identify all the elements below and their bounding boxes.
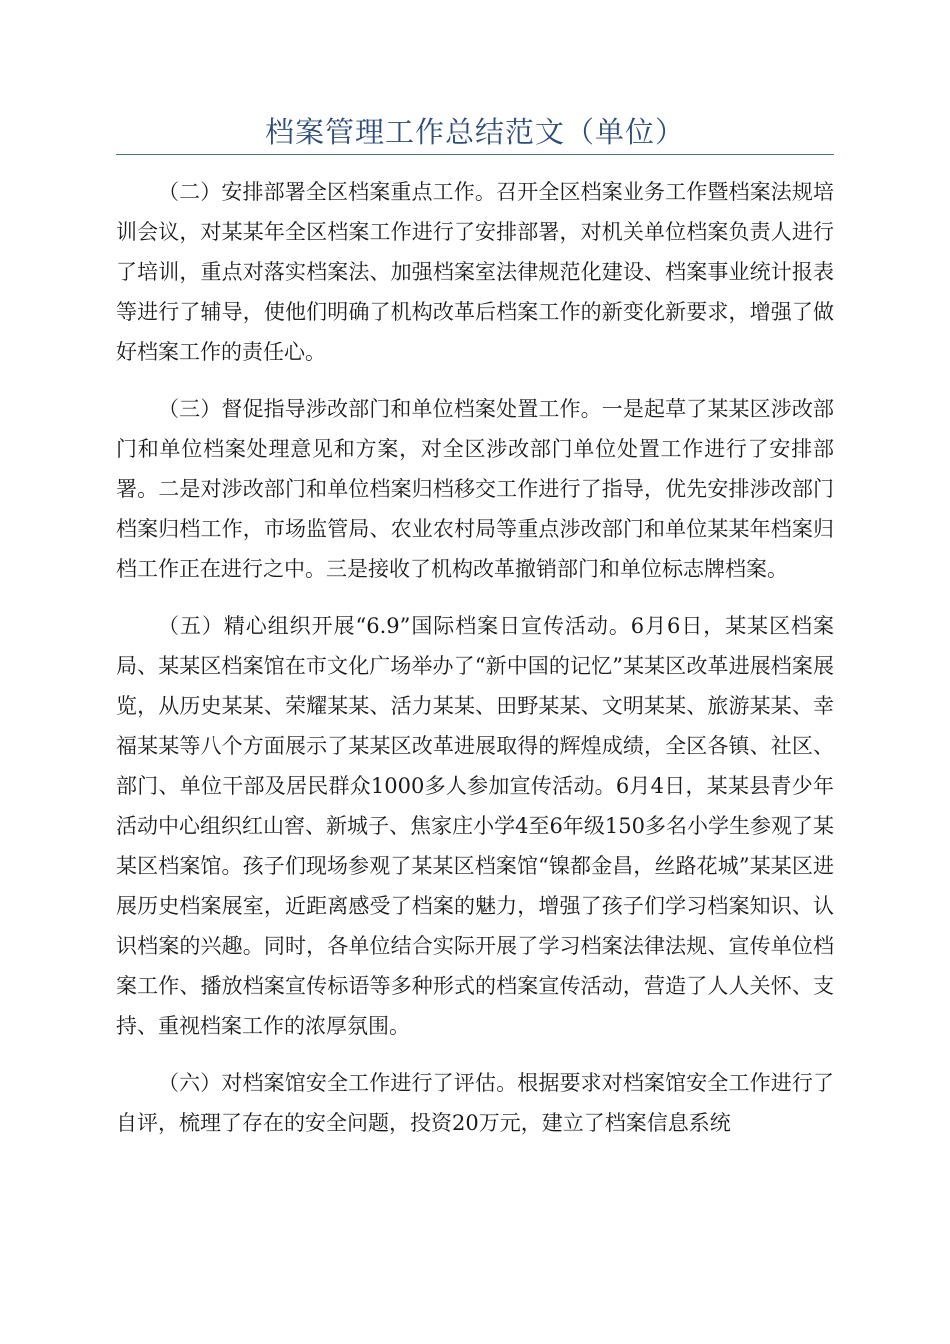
- paragraph-section-5: （五）精心组织开展“6.9”国际档案日宣传活动。6月6日，某某区档案局、某某区档案馆在市文化广场举办了“新中国的记忆”某某区改革进展档案展览，从历史某某、荣耀某某、活力某某、田野某某、文明某某、旅游某某、幸福某某等八个方面展示了某某区改革进展取得的辉煌成绩，全区各镇、社区、部门、单位干部及居民群众1000多人参加宣传活动。6月4日，某某县青少年活动中心组织红山窖、新城子、焦家庄小学4至6年级150多名小学生参观了某某区档案馆。孩子们现场参观了某某区档案馆“镍都金昌，丝路花城”某某区进展历史档案展室，近距离感受了档案的魅力，增强了孩子们学习档案知识、认识档案的兴趣。同时，各单位结合实际开展了学习档案法律法规、宣传单位档案工作、播放档案宣传标语等多种形式的档案宣传活动，营造了人人关怀、支持、重视档案工作的浓厚氛围。: [116, 614, 834, 1038]
- paragraph-section-3: （三）督促指导涉改部门和单位档案处置工作。一是起草了某某区涉改部门和单位档案处理意见和方案，对全区涉改部门单位处置工作进行了安排部署。二是对涉改部门和单位档案归档移交工作进行了指导，优先安排涉改部门档案归档工作，市场监管局、农业农村局等重点涉改部门和单位某某年档案归档工作正在进行之中。三是接收了机构改革撤销部门和单位标志牌档案。: [116, 397, 834, 581]
- paragraph-section-2: （二）安排部署全区档案重点工作。召开全区档案业务工作暨档案法规培训会议，对某某年全区档案工作进行了安排部署，对机关单位档案负责人进行了培训，重点对落实档案法、加强档案室法律规范化建设、档案事业统计报表等进行了辅导，使他们明确了机构改革后档案工作的新变化新要求，增强了做好档案工作的责任心。: [116, 180, 834, 364]
- document-title: 档案管理工作总结范文（单位）: [264, 115, 685, 149]
- title-underline: [116, 154, 834, 155]
- document-body: [116, 172, 834, 1160]
- paragraph-section-6: （六）对档案馆安全工作进行了评估。根据要求对档案馆安全工作进行了自评，梳理了存在的安全问题，投资20万元，建立了档案信息系统: [116, 1071, 834, 1135]
